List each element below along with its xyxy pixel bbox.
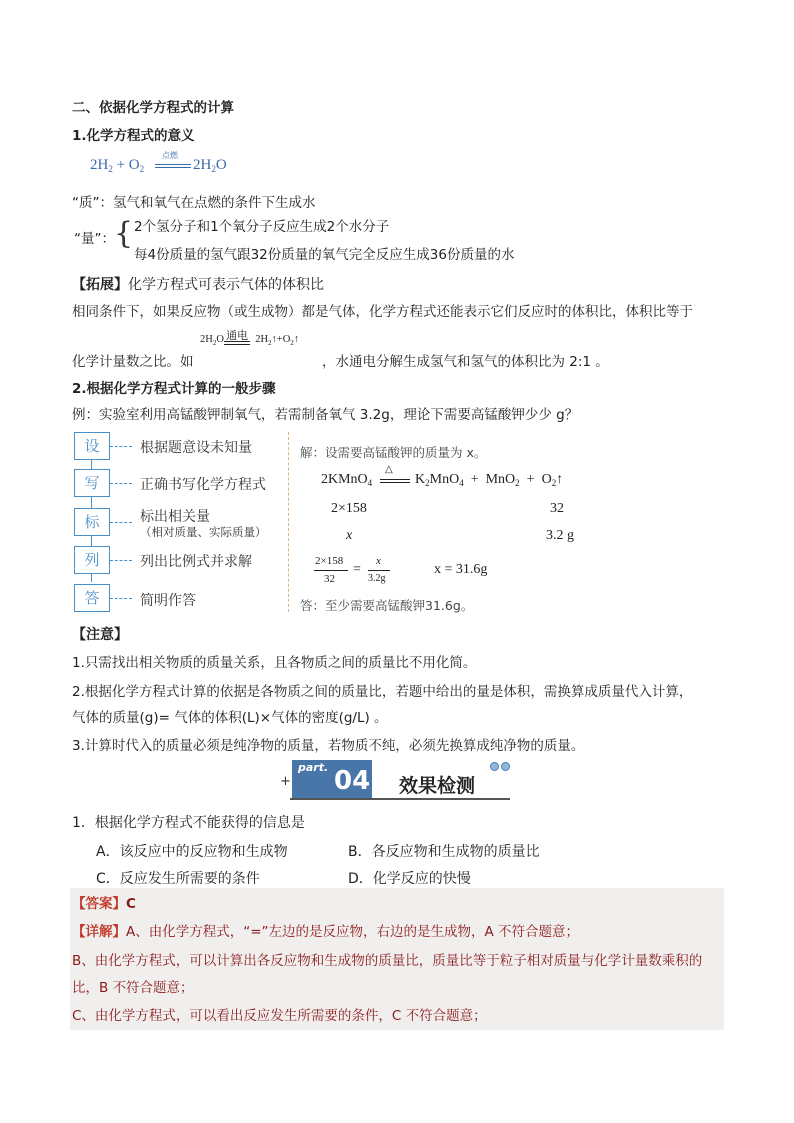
electrolysis-condition: 通电 [226,329,248,342]
step-text-4: 列出比例式并求解 [140,554,252,570]
step-text-1: 根据题意设未知量 [140,440,252,456]
solution-unknown: x [346,528,353,543]
note-2b: 气体的质量(g)= 气体的体积(L)×气体的密度(g/L) 。 [72,710,388,726]
detail-line-1: 【详解】A、由化学方程式，“=”左边的是反应物，右边的是生成物，A 不符合题意； [72,924,580,940]
subheading-steps: 2.根据化学方程式计算的一般步骤 [72,381,276,397]
solution-mass-kmno4: 2×158 [331,501,367,516]
paragraph-line-2b: ，水通电分解生成氢气和氢气的体积比为 2:1 。 [322,354,609,370]
equation-product: $2H_2O$ [193,157,227,174]
detail-line-2a: B、由化学方程式，可以计算出各反应物和生成物的质量比，质量比等于粒子相对质量与化学计量数乘积的 [72,953,703,969]
step-text-3: 标出相关量 [140,509,210,525]
banner-decor-dot-1 [490,762,499,771]
detail-line-2b: 比，B 不符合题意； [72,980,194,996]
solution-equation-right: $K_2MnO_4 + MnO_2$ + $O_2↑$ [415,472,564,488]
banner-decor-dot-2 [501,762,510,771]
meaning-quantity-1: 2个氢分子和1个氧分子反应生成2个水分子 [134,219,390,235]
eq2-line-bottom [224,344,250,345]
extension: 【拓展】化学方程式可表示气体的体积比 [72,277,324,293]
detail-line-3: C、由化学方程式，可以看出反应发生所需要的条件，C 不符合题意； [72,1008,487,1024]
equation-water: $2H_2 + O_2$ [90,157,145,174]
meaning-quantity-2: 每4份质量的氢气跟32份质量的氧气完全反应生成36份质量的水 [134,247,515,263]
banner-part-number: 04 [334,766,371,796]
paragraph-line-1: 相同条件下，如果反应物（或生成物）都是气体，化学方程式还能表示它们反应时的体积比，体积比等于 [72,304,693,320]
fraction-1-denominator: 32 [324,573,335,585]
eq2-line-top [224,341,250,342]
step-box-5: 答 [74,584,110,612]
subheading-meaning: 1.化学方程式的意义 [72,128,195,144]
fraction-2-denominator: 3.2g [368,573,386,584]
step-dash-3 [110,522,132,523]
step-box-1: 设 [74,432,110,460]
equals-line-top [155,164,191,165]
banner-part-label: part. [298,761,329,774]
section-title: 二、依据化学方程式的计算 [72,100,234,116]
paragraph-line-2a: 化学计量数之比。如 [72,354,194,370]
equation-condition: 点燃 [162,151,178,160]
note-2a: 2.根据化学方程式计算的依据是各物质之间的质量比，若题中给出的量是体积，需换算成质量代入计算， [72,684,693,700]
meaning-quantity-label: “量”： [74,231,115,247]
banner-part-block [292,760,372,798]
solution-equation-left: 2KMnO$_4$ [321,472,373,488]
step-box-3: 标 [74,508,110,536]
example-question: 例：实验室利用高锰酸钾制氧气，若需制备氧气 3.2g，理论下需要高锰酸钾少少 g？ [72,407,579,423]
equation-electrolysis: $2H_2O$ $2H_2↑+O_2↑$ [200,334,300,347]
steps-divider [288,432,289,612]
banner-title: 效果检测 [399,775,476,797]
solution-actual-o2: 3.2 g [546,528,574,543]
step-text-2: 正确书写化学方程式 [140,477,266,493]
fraction-1-bar [314,570,348,571]
option-c: C．反应发生所需要的条件 [96,871,260,887]
equals-line-bottom [155,167,191,168]
step-dash-2 [110,483,132,484]
note-1: 1.只需找出相关物质的质量关系，且各物质之间的质量比不用化简。 [72,655,477,671]
fraction-equals: = [353,562,361,577]
solution-result: x = 31.6g [434,562,488,577]
brace: { [114,216,134,251]
option-b: B．各反应物和生成物的质量比 [348,844,540,860]
solution-equation-condition: △ [385,464,393,475]
answer-line: 【答案】C [72,896,136,912]
step-box-2: 写 [74,469,110,497]
step-note-3: （相对质量、实际质量） [140,525,267,539]
fraction-1-numerator: 2×158 [315,555,344,567]
option-d: D．化学反应的快慢 [348,871,471,887]
fraction-2-bar [368,570,390,571]
solution-eq-line-bottom [380,482,410,483]
question-text: 1．根据化学方程式不能获得的信息是 [72,815,305,831]
banner-underline [290,798,510,800]
fraction-2-numerator: x [376,555,381,567]
solution-eq-line-top [380,479,410,480]
step-dash-5 [110,598,132,599]
step-dash-1 [110,446,132,447]
solution-setup: 解：设需要高锰酸钾的质量为 x。 [300,445,487,460]
meaning-quality: “质”：氢气和氧气在点燃的条件下生成水 [72,195,316,211]
note-3: 3.计算时代入的质量必须是纯净物的质量，若物质不纯，必须先换算成纯净物的质量。 [72,738,585,754]
option-a: A．该反应中的反应物和生成物 [96,844,288,860]
banner-plus: + [280,774,291,789]
step-dash-4 [110,560,132,561]
solution-answer: 答：至少需要高锰酸钾31.6g。 [300,598,474,613]
solution-mass-o2: 32 [550,501,564,516]
step-text-5: 简明作答 [140,593,196,609]
notes-title: 【注意】 [72,627,128,643]
step-box-4: 列 [74,546,110,574]
